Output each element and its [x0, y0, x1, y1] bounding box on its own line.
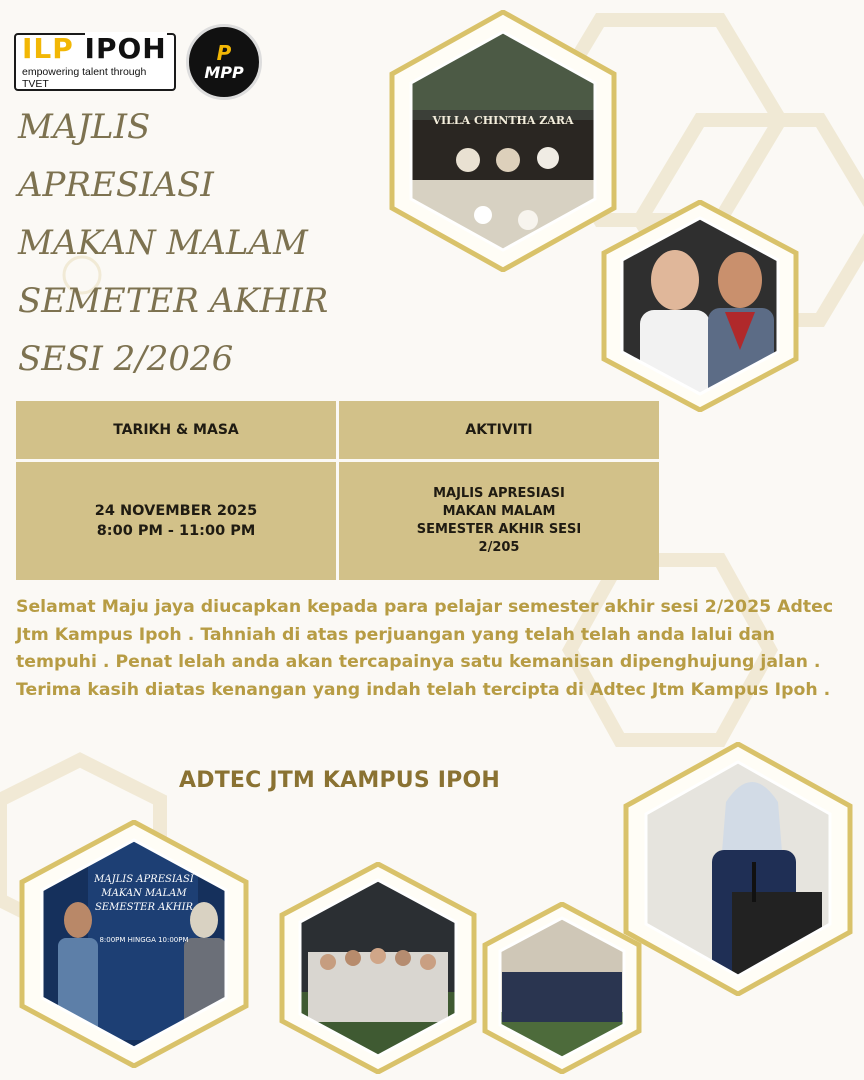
banner-line: MAKAN MALAM: [101, 888, 187, 899]
activity-line: MAKAN MALAM: [442, 504, 556, 519]
mpp-mark: P: [216, 40, 232, 65]
event-time: 8:00 PM - 11:00 PM: [96, 523, 256, 539]
photo-crowd-hexagon: [482, 902, 642, 1074]
table-header-activity: AKTIVITI: [339, 401, 659, 459]
logo-prefix: ILP: [22, 32, 74, 65]
activity-line: SEMESTER AKHIR SESI: [416, 522, 582, 537]
mpp-text: MPP: [204, 62, 244, 82]
table-cell-activity: [339, 462, 659, 580]
banner-line: MAJLIS APRESIASI: [94, 874, 194, 885]
logo-bar: [14, 24, 262, 100]
title-line: MAKAN MALAM: [18, 223, 308, 263]
congratulations-message: Selamat Maju jaya diucapkan kepada para pelajar semester akhir sesi 2/2025 Adtec Jtm Kampus Ipoh . Tahniah di atas perjuangan yang telah telah anda lalui dan tempuhi . Penat lelah anda akan tercapainya satu kemanisan dipenghujung jalan . Terima kasih diatas kenangan yang indah telah tercipta di Adtec Jtm Kampus Ipoh .: [16, 597, 834, 700]
ilp-ipoh-logo: [14, 33, 176, 91]
activity-line: MAJLIS APRESIASI: [433, 486, 565, 501]
photo-banner-hexagon: [18, 820, 250, 1068]
photo-speaker-hexagon: [622, 742, 854, 996]
table-cell-date-time: [16, 462, 336, 580]
title-line: SESI 2/2026: [18, 339, 234, 379]
schedule-table: [16, 401, 658, 581]
logo-suffix: IPOH: [84, 32, 167, 65]
mpp-logo: [186, 24, 262, 100]
activity-line: 2/205: [478, 540, 520, 555]
photo-group-hexagon: [278, 862, 478, 1074]
venue-sign-text: VILLA CHINTHA ZARA: [432, 114, 574, 127]
institution-name: ADTEC JTM KAMPUS IPOH: [179, 768, 500, 793]
event-title: [18, 98, 328, 388]
title-line: SEMETER AKHIR: [18, 281, 329, 321]
banner-line: SEMESTER AKHIR: [94, 902, 194, 913]
banner-time: 8:00PM HINGGA 10:00PM: [99, 936, 189, 944]
title-line: APRESIASI: [18, 165, 214, 205]
table-header-date: TARIKH & MASA: [16, 401, 336, 459]
photo-venue-hexagon: [388, 10, 618, 272]
logo-tagline: empowering talent through TVET: [22, 66, 147, 90]
photo-guests-hexagon: [600, 200, 800, 412]
title-line: MAJLIS: [18, 107, 151, 147]
event-date: 24 NOVEMBER 2025: [94, 503, 258, 519]
